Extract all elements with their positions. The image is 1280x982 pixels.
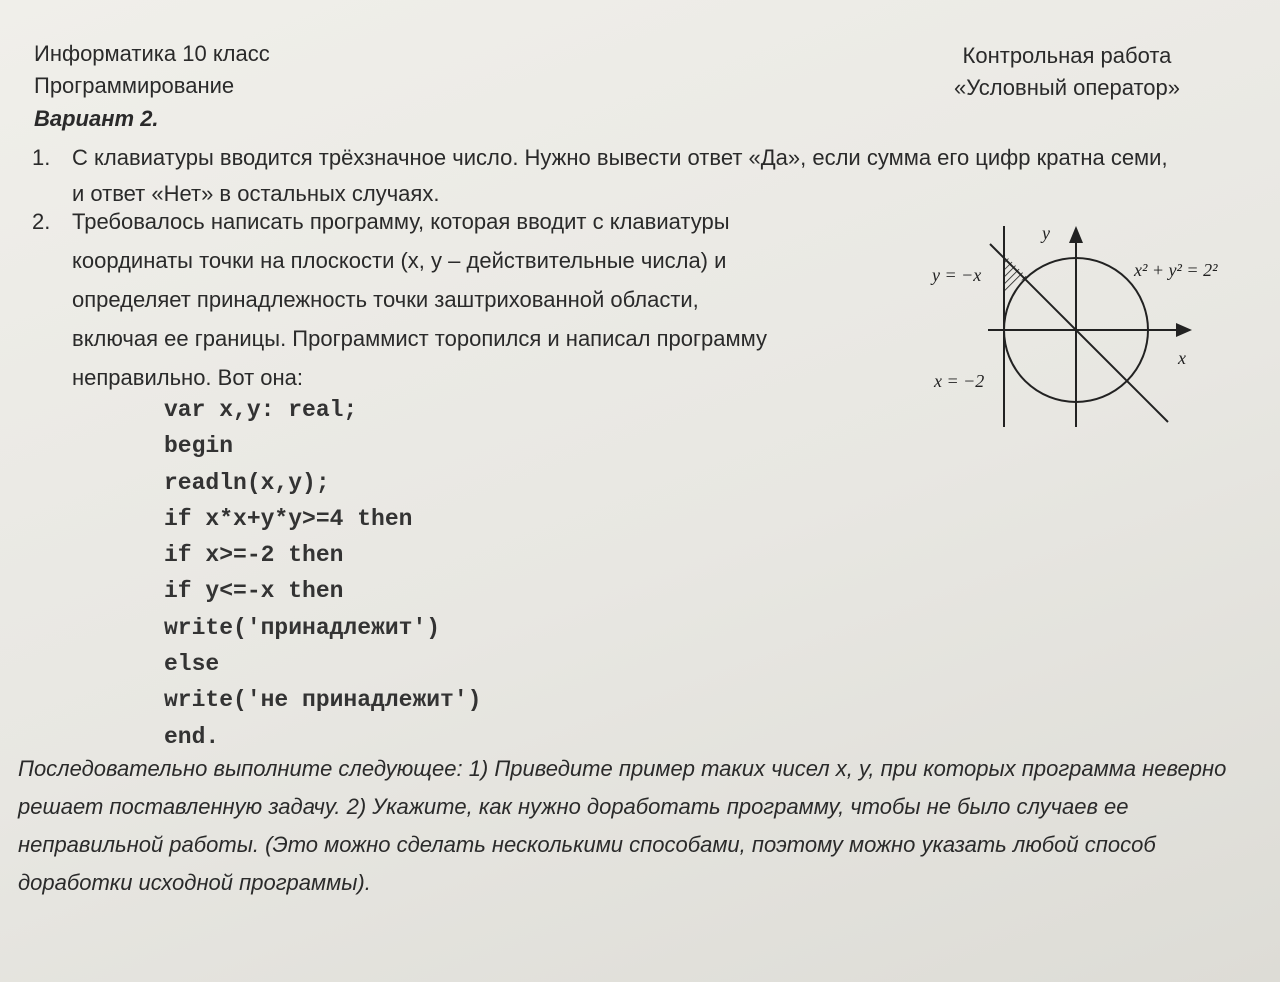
header-right	[954, 40, 1180, 104]
shaded-region	[1004, 254, 1028, 294]
code-line: var x,y: real;	[164, 397, 358, 423]
code-line: begin	[164, 433, 234, 460]
test-topic: «Условный оператор»	[953, 75, 1180, 100]
code-line: if x*x+y*y>=4 then	[164, 505, 413, 532]
code-line: else	[164, 651, 220, 678]
x-axis-label: x	[1178, 348, 1186, 368]
topic-title: Программирование	[34, 73, 235, 98]
code-listing	[164, 392, 481, 755]
y-axis-label: y	[1042, 223, 1050, 243]
task-1-number: 1.	[32, 145, 51, 170]
region-diagram	[920, 212, 1220, 437]
code-line: write('не принадлежит')	[164, 687, 482, 714]
task-2-line: определяет принадлежность точки заштрихованной области,	[72, 287, 699, 312]
line-label: y = −x	[932, 265, 982, 285]
final-instructions: Последовательно выполните следующее: 1) Приведите пример таких чисел x, y, при которых программа неверно решает поставленную задачу. 2) Укажите, как нужно доработать программу, чтобы не было случаев ее неправильной работы. (Это можно сделать несколькими способами, поэтому можно указать любой способ доработки исходной программы).	[18, 756, 1227, 895]
circle-label: x² + y² = 2²	[1134, 260, 1218, 280]
y-axis-arrow	[1069, 226, 1083, 243]
task-1-text: С клавиатуры вводится трёхзначное число. Нужно вывести ответ «Да», если сумма его цифр кратна семи, и ответ «Нет» в остальных случаях.	[72, 145, 1168, 206]
task-2-number: 2.	[32, 209, 51, 234]
x-axis-arrow	[1176, 323, 1192, 337]
task-2-line: неправильно. Вот она:	[72, 365, 303, 390]
code-line: end.	[164, 723, 220, 750]
task-2	[32, 202, 892, 397]
code-line: readln(x,y);	[164, 469, 330, 496]
vertical-line-label: x = −2	[934, 371, 985, 391]
task-2-line: координаты точки на плоскости (x, y – действительные числа) и	[72, 248, 727, 273]
variant-label: Вариант 2.	[34, 106, 159, 131]
code-line: write('принадлежит')	[164, 614, 441, 641]
header-left	[34, 38, 270, 102]
code-line: if y<=-x then	[164, 578, 344, 605]
code-line: if x>=-2 then	[164, 542, 344, 569]
subject-title: Информатика 10 класс	[34, 41, 270, 66]
task-2-line: Требовалось написать программу, которая вводит с клавиатуры	[72, 209, 730, 234]
test-title: Контрольная работа	[962, 43, 1172, 68]
task-2-line: включая ее границы. Программист торопился и написал программу	[72, 326, 767, 351]
